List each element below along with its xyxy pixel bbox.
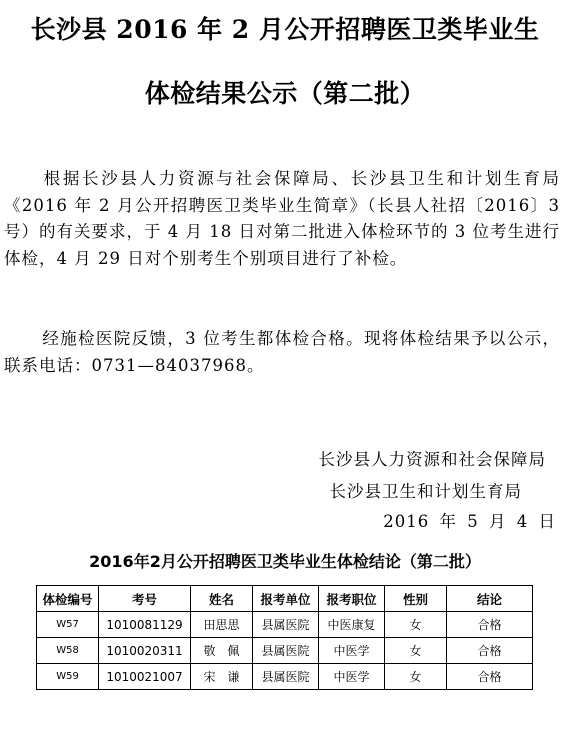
header-unit: 报考单位 <box>253 586 319 612</box>
cell-exam-id: W59 <box>37 664 99 690</box>
cell-candidate-number: 1010021007 <box>99 664 191 690</box>
header-gender: 性别 <box>385 586 447 612</box>
notice-date: 2016 年 5 月 4 日 <box>383 512 556 531</box>
header-name: 姓名 <box>191 586 253 612</box>
header-position: 报考职位 <box>319 586 385 612</box>
cell-conclusion: 合格 <box>447 612 533 638</box>
cell-gender: 女 <box>385 664 447 690</box>
signature-health-bureau: 长沙县卫生和计划生育局 <box>329 482 522 501</box>
table-row <box>37 612 533 638</box>
table-header-row <box>37 586 533 612</box>
cell-conclusion: 合格 <box>447 664 533 690</box>
paragraph-2-text: 经施检医院反馈，3 位考生都体检合格。现将体检结果予以公示，联系电话：0731—84037968。 <box>4 329 560 375</box>
cell-gender: 女 <box>385 612 447 638</box>
cell-name: 敬 佩 <box>191 638 253 664</box>
header-conclusion: 结论 <box>447 586 533 612</box>
header-exam-id: 体检编号 <box>37 586 99 612</box>
results-table <box>36 585 533 690</box>
cell-unit: 县属医院 <box>253 638 319 664</box>
notice-paragraph-1 <box>4 166 560 272</box>
header-candidate-number: 考号 <box>99 586 191 612</box>
cell-position: 中医学 <box>319 638 385 664</box>
results-table-title: 2016年2月公开招聘医卫类毕业生体检结论（第二批） <box>89 552 481 571</box>
table-row <box>37 664 533 690</box>
cell-unit: 县属医院 <box>253 612 319 638</box>
table-row <box>37 638 533 664</box>
cell-position: 中医学 <box>319 664 385 690</box>
notice-title-line1: 长沙县 2016 年 2 月公开招聘医卫类毕业生 <box>30 15 540 44</box>
cell-candidate-number: 1010081129 <box>99 612 191 638</box>
notice-paragraph-2 <box>4 326 560 379</box>
cell-name: 宋 谦 <box>191 664 253 690</box>
signature-hr-bureau: 长沙县人力资源和社会保障局 <box>318 450 546 469</box>
cell-candidate-number: 1010020311 <box>99 638 191 664</box>
cell-exam-id: W57 <box>37 612 99 638</box>
cell-exam-id: W58 <box>37 638 99 664</box>
cell-position: 中医康复 <box>319 612 385 638</box>
paragraph-1-text: 根据长沙县人力资源与社会保障局、长沙县卫生和计划生育局《2016 年 2 月公开招聘医卫类毕业生简章》（长县人社招〔2016〕3 号）的有关要求，于 4 月 18 日对第二批进入体检环节的 3 位考生进行体检，4 月 29 日对个别考生个别项目进行了补检。 <box>4 169 560 268</box>
notice-title-line2: 体检结果公示（第二批） <box>144 79 426 108</box>
cell-name: 田思思 <box>191 612 253 638</box>
cell-unit: 县属医院 <box>253 664 319 690</box>
cell-gender: 女 <box>385 638 447 664</box>
cell-conclusion: 合格 <box>447 638 533 664</box>
